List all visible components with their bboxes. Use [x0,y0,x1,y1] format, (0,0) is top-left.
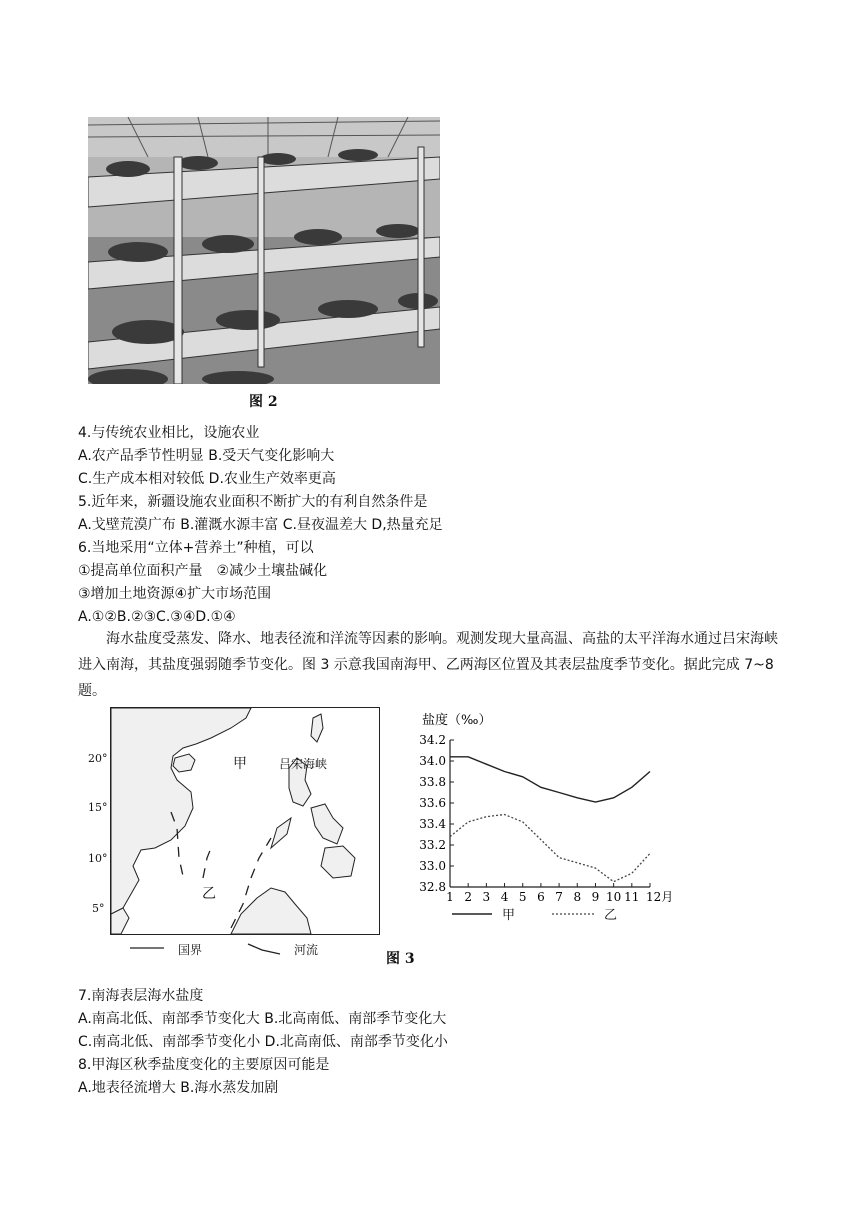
chart-x-tick-label: 6 [537,890,545,904]
passage-7-8: 海水盐度受蒸发、降水、地表径流和洋流等因素的影响。观测发现大量高温、高盐的太平洋海水通过吕宋海峡进入南海，其盐度强弱随季节变化。图 3 示意我国南海甲、乙两海区位置及其表层盐度季节变化。据此完成 7~8 题。 [78,631,778,699]
legend-border-label: 国界 [178,943,203,957]
chart-legend-symbols [452,906,672,922]
greenhouse-photo [88,117,440,384]
chart-x-tick-label: 2 [464,890,473,904]
question-5-options: A.戈壁荒漠广布 B.灌溉水源丰富 C.昼夜温差大 D,热量充足 [78,517,443,533]
chart-y-tick-label: 34.2 [419,733,446,747]
question-5-stem: 5.近年来，新疆设施农业面积不断扩大的有利自然条件是 [78,494,428,510]
chart-y-tick-label: 34.0 [419,754,446,768]
question-6-stem: 6.当地采用“立体+营养土”种植，可以 [78,540,314,556]
question-4-stem: 4.与传统农业相比，设施农业 [78,425,260,441]
question-7-options-line1: A.南高北低、南部季节变化大 B.北高南低、南部季节变化大 [78,1011,447,1027]
sea-area-jia-label: 甲 [233,756,247,772]
chart-x-tick-label: 3 [482,890,491,904]
chart-y-tick-label: 32.8 [419,880,446,894]
legend-series-yi: 乙 [604,908,618,923]
chart-x-tick-label: 1 [446,890,454,904]
chart-y-tick-label: 33.2 [419,838,446,852]
chart-x-tick-label: 5 [518,890,527,904]
salinity-chart [410,710,680,930]
legend-series-jia: 甲 [502,908,516,923]
chart-x-tick-label: 8 [573,890,582,904]
figure-2-caption: 图 2 [249,394,278,410]
chart-y-axis-label: 盐度（‰） [422,713,492,728]
lat-label: 10° [88,852,108,865]
question-8-options-line1: A.地表径流增大 B.海水蒸发加剧 [78,1080,279,1096]
question-4-options-line2: C.生产成本相对较低 D.农业生产效率更高 [78,471,336,487]
chart-x-tick-label: 12月 [646,890,674,904]
series-line-jia [450,757,650,802]
question-6-items-line2: ③增加土地资源④扩大市场范围 [78,586,272,602]
chart-x-tick-label: 7 [555,890,563,904]
chart-x-tick-label: 11 [624,890,640,904]
luzon-strait-label: 吕宋海峡 [279,757,328,771]
question-7-stem: 7.南海表层海水盐度 [78,988,204,1004]
series-line-yi [450,815,650,882]
lat-label: 20° [88,752,108,765]
south-china-sea-map [110,707,380,935]
chart-y-tick-label: 33.8 [419,775,446,789]
lat-label: 5° [92,902,105,915]
question-6-options: A.①②B.②③C.③④D.①④ [78,609,236,625]
question-6-items-line1: ①提高单位面积产量 ②减少土壤盐碱化 [78,563,328,579]
question-7-options-line2: C.南高北低、南部季节变化小 D.北高南低、南部季节变化小 [78,1034,448,1050]
figure-3-caption: 图 3 [386,951,415,967]
lat-label: 15° [88,801,108,814]
sea-area-yi-label: 乙 [202,886,216,902]
map-legend-symbols [130,940,290,956]
legend-river-label: 河流 [294,943,319,957]
question-8-stem: 8.甲海区秋季盐度变化的主要原因可能是 [78,1057,330,1073]
question-4-options-line1: A.农产品季节性明显 B.受天气变化影响大 [78,448,335,464]
chart-x-tick-label: 9 [591,890,600,904]
chart-x-tick-label: 10 [605,890,622,904]
chart-y-tick-label: 33.0 [419,859,446,873]
chart-x-tick-label: 4 [500,890,509,904]
chart-y-tick-label: 33.4 [419,817,446,831]
chart-y-tick-label: 33.6 [419,796,446,810]
